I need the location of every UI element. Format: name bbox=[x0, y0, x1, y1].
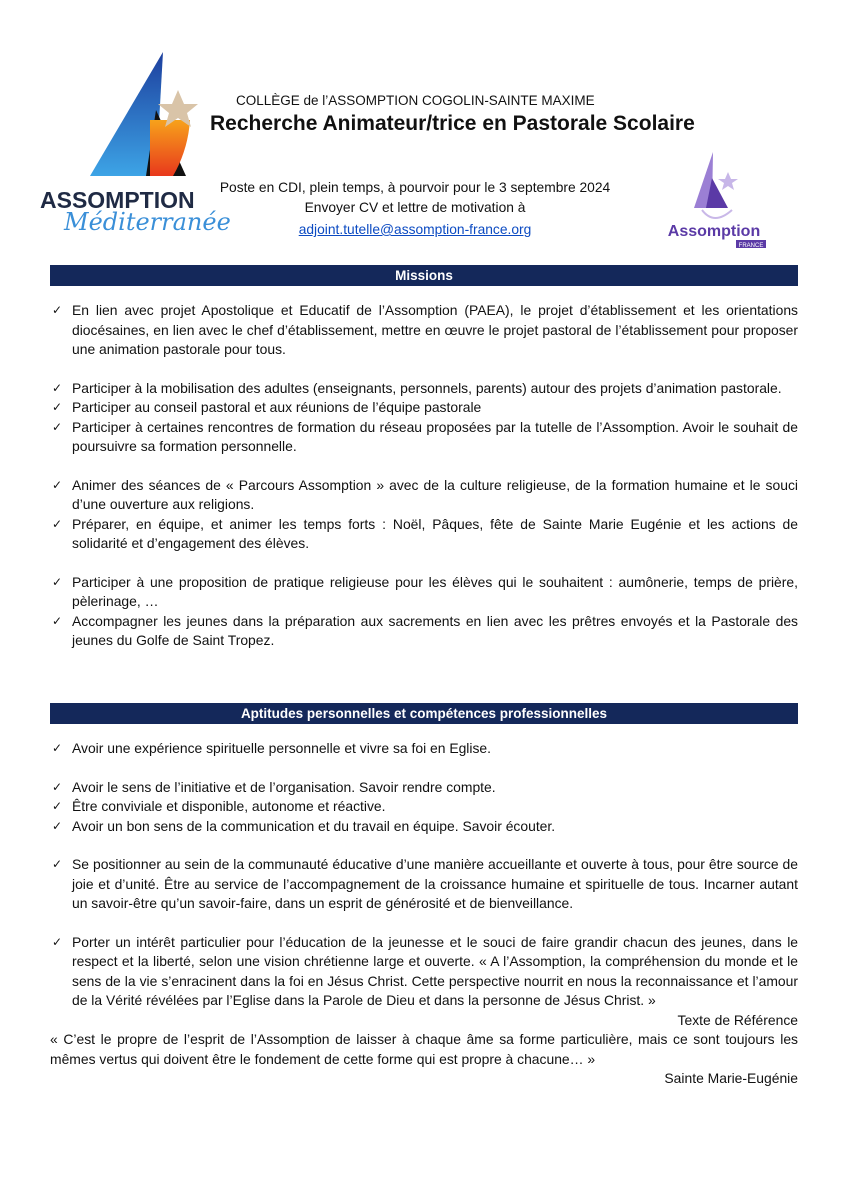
application-instructions: Envoyer CV et lettre de motivation à bbox=[304, 200, 526, 215]
check-icon: ✓ bbox=[52, 380, 63, 395]
logo-right-text: Assomption bbox=[667, 223, 761, 240]
aptitudes-banner: Aptitudes personnelles et compétences professionnelles bbox=[50, 703, 798, 724]
list-item: ✓ Avoir une expérience spirituelle personnelle et vivre sa foi en Eglise. bbox=[50, 739, 798, 759]
check-icon: ✓ bbox=[52, 400, 63, 414]
aptitudes-list bbox=[50, 739, 798, 1089]
list-item: ✓ Porter un intérêt particulier pour l’éducation de la jeunesse et le souci de faire grandir chacun des jeunes, dans le respect et la liberté, selon une vision chrétienne large et ouverte. « A l’Assomption, la compréhension du monde et le sens de la vie s’enracinent dans la foi en Jésus Christ. Cette perspective nourrit en nous la reconnaissance et l’amour de la Vérité révélées par l’Eglise dans la Parole de Dieu et dans la personne de Jésus Christ. » bbox=[52, 933, 798, 1008]
list-item: ✓ Se positionner au sein de la communauté éducative d’une manière accueillante et ouverte à tous, pour être source de joie et d’unité. Être au service de l’accompagnement de la croissance humaine et spirituelle de tous. Incarner autant un savoir-être qu’un savoir-faire, dans un esprit de générosité et de bienveillance. bbox=[52, 856, 798, 911]
check-icon: ✓ bbox=[52, 303, 63, 317]
check-icon: ✓ bbox=[52, 613, 63, 628]
list-item: ✓ Préparer, en équipe, et animer les temps forts : Noël, Pâques, fête de Sainte Marie Eugénie et les actions de solidarité et d’engagement des élèves. bbox=[52, 515, 798, 551]
check-icon: ✓ bbox=[52, 516, 63, 531]
list-item: ✓ Accompagner les jeunes dans la préparation aux sacrements en lien avec les prêtres envoyés et la Pastorale des jeunes du Golfe de Saint Tropez. bbox=[52, 612, 798, 648]
list-item: ✓ Être conviviale et disponible, autonome et réactive. bbox=[50, 797, 798, 817]
check-icon: ✓ bbox=[52, 934, 63, 949]
check-icon: ✓ bbox=[52, 477, 63, 492]
check-icon: ✓ bbox=[52, 857, 63, 871]
check-icon: ✓ bbox=[52, 818, 63, 833]
list-item: ✓ En lien avec projet Apostolique et Educatif de l’Assomption (PAEA), le projet d’établissement et les orientations diocésaines, en lien avec le chef d’établissement, mettre en œuvre le projet pastoral de l’établissement pour proposer une animation pastorale pour tous. bbox=[52, 302, 798, 357]
list-item: ✓ Animer des séances de « Parcours Assomption » avec de la culture religieuse, de la formation humaine et le souci d’une ouverture aux religions. bbox=[52, 476, 798, 512]
check-icon: ✓ bbox=[52, 419, 63, 434]
missions-list bbox=[50, 301, 798, 651]
logo-left-line2: Méditerranée bbox=[64, 208, 231, 236]
list-item: ✓ Participer à la mobilisation des adultes (enseignants, personnels, parents) autour des projets d’animation pastorale. bbox=[50, 379, 798, 399]
contact-email-line bbox=[180, 222, 650, 237]
logo-left-line1: ASSOMPTION bbox=[40, 187, 195, 213]
missions-banner: Missions bbox=[50, 265, 798, 286]
contact-email-link[interactable]: adjoint.tutelle@assomption-france.org bbox=[298, 222, 532, 237]
reference-quote: « C’est le propre de l’esprit de l’Assomption de laisser à chaque âme sa forme particulière, mais ce sont toujours les mêmes vertus qui doivent être le fondement de cette forme qui est propre à chacune… » bbox=[50, 1031, 798, 1067]
check-icon: ✓ bbox=[52, 741, 63, 755]
check-icon: ✓ bbox=[52, 574, 63, 589]
job-conditions: Poste en CDI, plein temps, à pourvoir pour le 3 septembre 2024 bbox=[219, 180, 611, 195]
list-item: ✓ Avoir un bon sens de la communication et du travail en équipe. Savoir écouter. bbox=[50, 817, 798, 837]
logo-right-sub: FRANCE bbox=[738, 243, 764, 249]
check-icon: ✓ bbox=[52, 799, 63, 813]
reference-label: Texte de Référence bbox=[677, 1011, 798, 1028]
assomption-france-logo bbox=[640, 148, 788, 252]
check-icon: ✓ bbox=[52, 779, 63, 794]
page-title: Recherche Animateur/trice en Pastorale Scolaire bbox=[210, 112, 695, 135]
quote-signature: Sainte Marie-Eugénie bbox=[664, 1070, 798, 1086]
list-item: ✓ Avoir le sens de l’initiative et de l’organisation. Savoir rendre compte. bbox=[50, 778, 798, 798]
list-item: ✓ Participer à certaines rencontres de formation du réseau proposées par la tutelle de l’Assomption. Avoir le souhait de poursuivre sa formation personnelle. bbox=[52, 418, 798, 454]
list-item: ✓ Participer au conseil pastoral et aux réunions de l’équipe pastorale bbox=[50, 398, 798, 418]
list-item: ✓ Participer à une proposition de pratique religieuse pour les élèves qui le souhaitent : aumônerie, temps de prière, pèlerinage, … bbox=[52, 573, 798, 609]
college-name: COLLÈGE de l’ASSOMPTION COGOLIN-SAINTE MAXIME bbox=[236, 93, 595, 108]
